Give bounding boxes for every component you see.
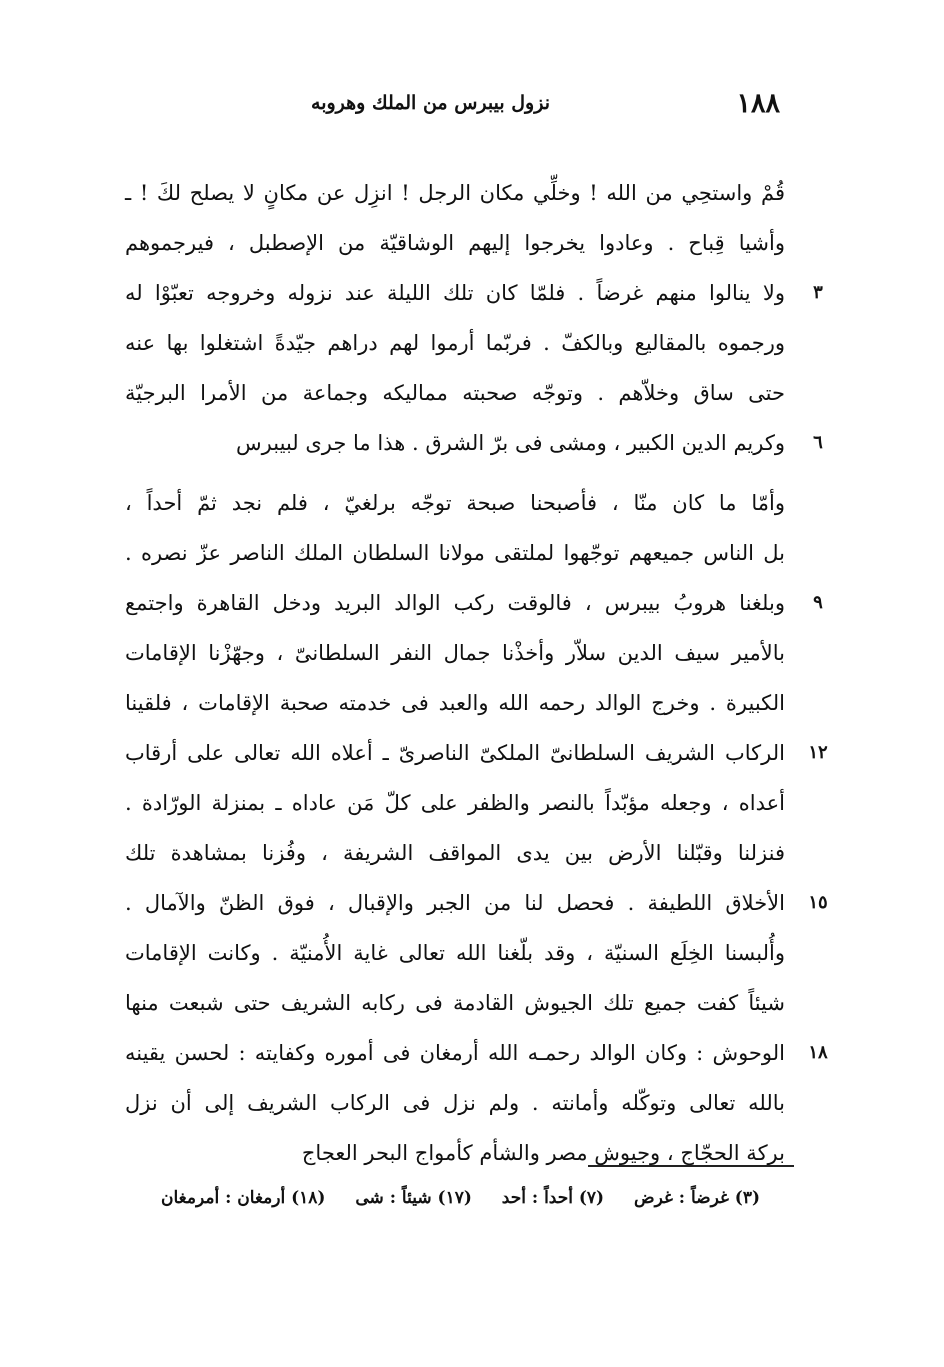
text-line (120, 578, 840, 628)
text-line (120, 1078, 840, 1128)
text-line (120, 928, 840, 978)
text-line (120, 218, 840, 268)
footnote: (٧) أحداً : أحد (501, 1188, 605, 1208)
text-line (120, 1128, 840, 1178)
page-number: ١٨٨ (736, 88, 780, 119)
line-text: أعداه ، وجعله مؤبّداً بالنصر والظفر على كلّ مَن عاداه ـ بمنزلة الورّادة . (125, 791, 785, 815)
text-line (120, 778, 840, 828)
line-text: ورجموه بالمقاليع وبالكفّ . فربّما أرموا لهم دراهم جيّدةً اشتغلوا بها عنه (125, 331, 785, 355)
paragraph-break (120, 468, 840, 478)
text-line (120, 318, 840, 368)
running-title: نزول بيبرس من الملك وهروبه (311, 92, 550, 114)
text-line (120, 1028, 840, 1078)
text-line (120, 978, 840, 1028)
line-text: وأُلبسنا الخِلَع السنيّة ، وقد بلّغنا الله تعالى غاية الأُمنيّة . وكانت الإقامات (125, 941, 785, 965)
line-text: وأشيا قِباح . وعادوا يخرجوا إليهم الوشاقيّة من الإصطبل ، فيرجموهم (125, 231, 785, 255)
footnotes (130, 1188, 760, 1208)
line-number: ٦ (813, 432, 823, 453)
footnote: (١٧) شيئاً : شى (355, 1188, 472, 1208)
line-text: بركة الحجّاج ، وجيوش مصر والشأم كأمواج البحر العجاج (301, 1141, 785, 1165)
line-text: الوحوش : وكان الوالد رحمـه الله أرمغان فى أموره وكفايته : لحسن يقينه (125, 1041, 785, 1065)
line-text: بل الناس جميعهم توجّهوا لملتقى مولانا السلطان الملك الناصر عزّ نصره . (125, 541, 785, 565)
text-line (120, 878, 840, 928)
line-number: ٩ (813, 592, 823, 613)
line-number: ١٥ (808, 892, 828, 913)
footnote: (٣) غرضاً : غرض (634, 1188, 760, 1208)
line-text: وبلغنا هروبُ بيبرس ، فالوقت ركب الوالد البريد ودخل القاهرة واجتمع (125, 591, 785, 615)
line-text: فنزلنا وقبّلنا الأرض بين يدى المواقف الشريفة ، وفُزنا بمشاهدة تلك (125, 841, 785, 865)
line-number: ٣ (813, 282, 823, 303)
text-line (120, 628, 840, 678)
text-line (120, 678, 840, 728)
text-line (120, 418, 840, 468)
text-line (120, 368, 840, 418)
line-text: الأخلاق اللطيفة . فحصل لنا من الجبر والإقبال ، فوق الظنّ والآمال . (125, 891, 785, 915)
text-line (120, 268, 840, 318)
body-text (120, 168, 840, 1178)
text-line (120, 168, 840, 218)
line-number: ١٢ (808, 742, 828, 763)
line-text: الكبيرة . وخرج الوالد رحمه الله والعبد فى خدمته صحبة الإقامات ، فلقينا (125, 691, 785, 715)
line-text: حتى ساق وخلاّهم . وتوجّه صحبته مماليكه وجماعة من الأمرا البرجيّة (125, 381, 785, 405)
line-text: بالأمير سيف الدين سلاّر وأخذْنا جمال النفر السلطانىّ ، وجهّزْنا الإقامات (125, 641, 785, 665)
text-line (120, 828, 840, 878)
line-text: الركاب الشريف السلطانىّ الملكىّ الناصرىّ ـ أعلاه الله تعالى على أرقاب (125, 741, 785, 765)
line-text: قُمْ واستحِي من الله ! وخلِّي مكان الرجل ! انزِل عن مكانٍ لا يصلح لكَ ! ـ (125, 181, 785, 205)
line-text: بالله تعالى وتوكّله وأمانته . ولم نزل فى الركاب الشريف إلى أن نزل (125, 1091, 785, 1115)
text-line (120, 528, 840, 578)
line-text: شيئاً كفت جميع تلك الجيوش القادمة فى ركابه الشريف حتى شبعت منها (125, 991, 785, 1015)
text-line (120, 728, 840, 778)
footnote-divider (588, 1165, 794, 1167)
page-header (150, 88, 780, 128)
footnote: (١٨) أرمغان : أمرمغان (160, 1188, 326, 1208)
line-text: ولا ينالوا منهم غرضاً . فلمّا كان تلك الليلة عند نزوله وخروجه تعبّوْا له (125, 281, 785, 305)
line-number: ١٨ (808, 1042, 828, 1063)
line-text: وكريم الدين الكبير ، ومشى فى برّ الشرق . هذا ما جرى لبيبرس (236, 431, 785, 455)
text-line (120, 478, 840, 528)
line-text: وأمّا ما كان منّا ، فأصبحنا صبحة توجّه برلغيّ ، فلم نجد ثمّ أحداً ، (125, 491, 785, 515)
